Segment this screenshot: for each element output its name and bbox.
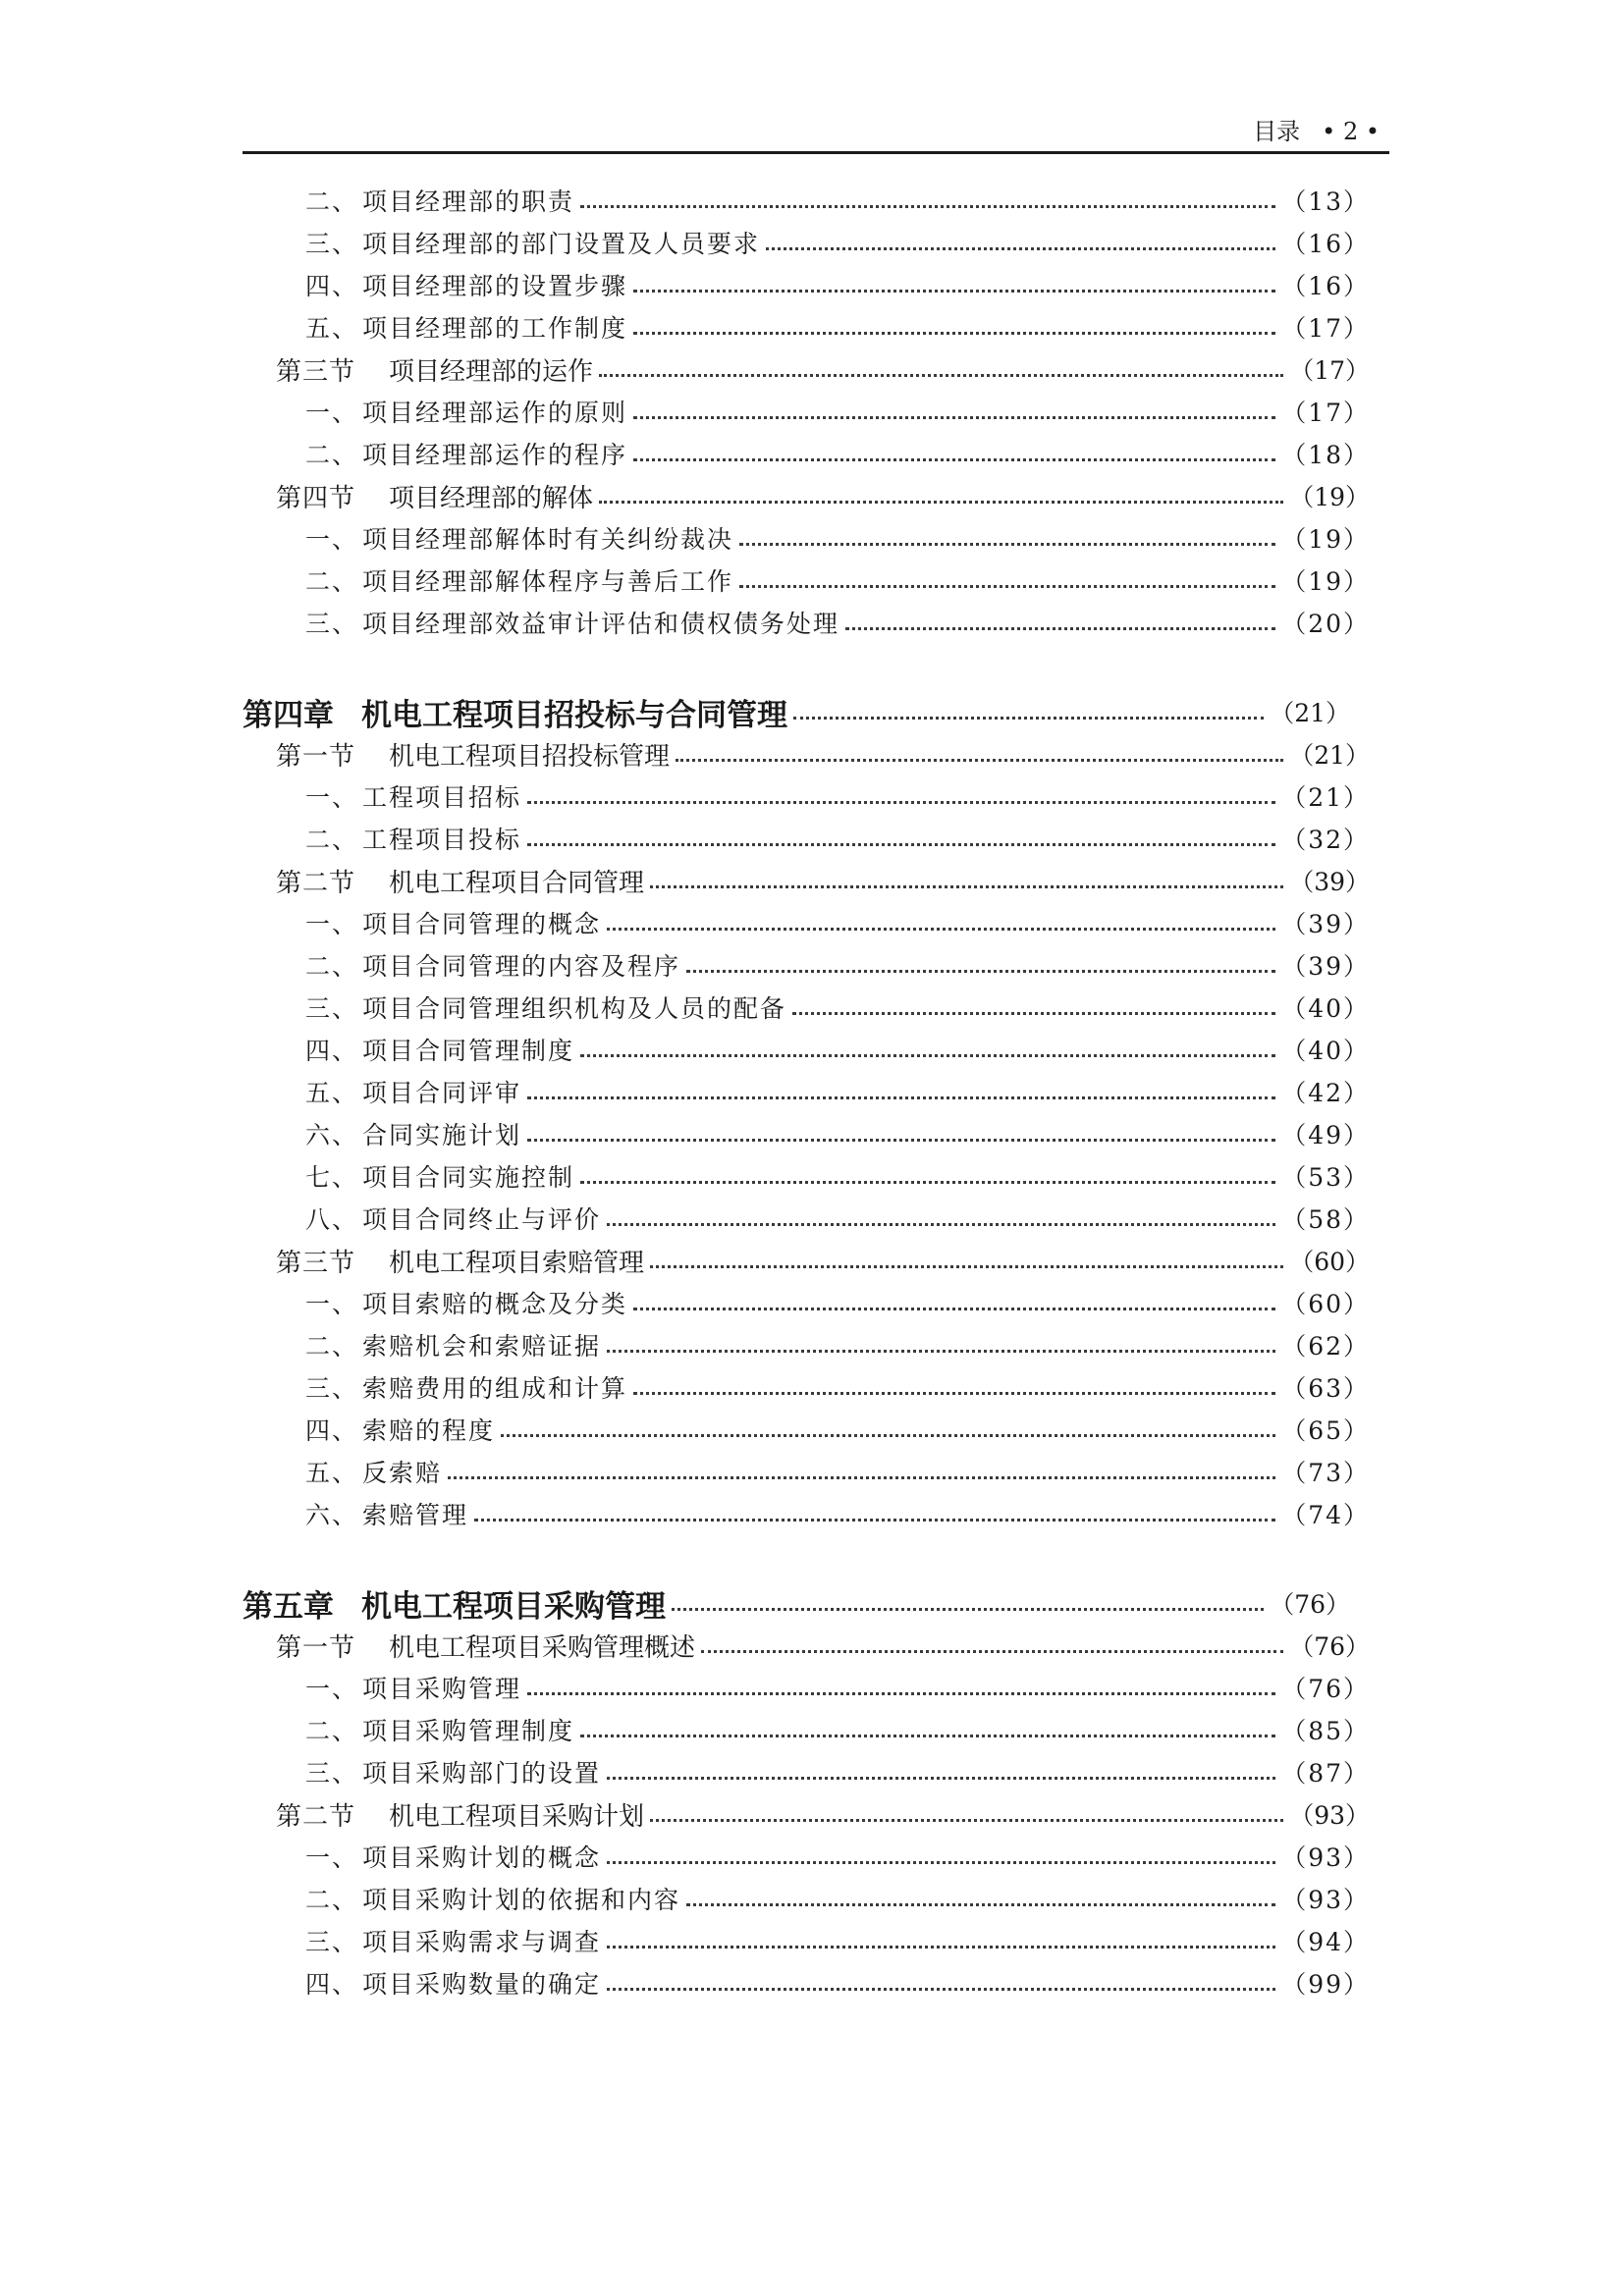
toc-label	[276, 736, 670, 773]
toc-page-number: （18）	[1281, 441, 1370, 469]
toc-entry-item[interactable]	[305, 434, 1370, 473]
toc-marker: 一、	[305, 1675, 359, 1703]
toc-title: 项目合同管理的内容及程序	[362, 952, 681, 981]
toc-marker: 一、	[305, 910, 359, 938]
toc-dot-leader	[650, 885, 1283, 888]
toc-title: 项目采购需求与调查	[362, 1928, 602, 1956]
toc-marker: 第三节	[276, 1248, 356, 1278]
toc-title: 项目经理部的设置步骤	[362, 272, 628, 300]
toc-marker: 第四节	[276, 483, 356, 513]
toc-marker: 三、	[305, 1374, 359, 1403]
toc-title: 项目合同评审	[362, 1079, 522, 1107]
toc-page-number: （73）	[1281, 1459, 1370, 1487]
toc-label	[305, 1032, 574, 1067]
toc-title: 项目采购管理	[362, 1675, 522, 1703]
toc-dot-leader	[607, 928, 1275, 931]
toc-entry-item[interactable]	[305, 1367, 1370, 1407]
toc-marker: 四、	[305, 1970, 359, 1999]
toc-page-number: （76）	[1289, 1632, 1370, 1661]
toc-page-number: （39）	[1281, 910, 1370, 938]
toc-page-number: （65）	[1281, 1416, 1370, 1445]
toc-entry-item[interactable]	[305, 1283, 1370, 1322]
toc-dot-leader	[607, 1861, 1275, 1864]
toc-label	[305, 1712, 574, 1747]
toc-label	[305, 183, 574, 218]
toc-page-number: （63）	[1281, 1374, 1370, 1403]
toc-title: 项目采购部门的设置	[362, 1759, 602, 1788]
toc-dot-leader	[686, 970, 1275, 973]
toc-entry-item[interactable]	[305, 903, 1370, 942]
toc-label	[305, 1327, 601, 1362]
toc-dot-leader	[527, 801, 1275, 804]
toc-label	[305, 1670, 521, 1705]
toc-marker: 第一节	[276, 741, 356, 772]
toc-page-number: （93）	[1289, 1801, 1370, 1830]
toc-dot-leader	[607, 1988, 1275, 1991]
toc-entry-section[interactable]	[276, 1626, 1370, 1665]
toc-marker: 五、	[305, 314, 359, 343]
toc-dot-leader	[527, 843, 1275, 846]
toc-page-number: （76）	[1281, 1675, 1370, 1703]
toc-title: 项目合同管理制度	[362, 1037, 575, 1065]
toc-label	[243, 690, 787, 734]
toc-page-number: （74）	[1281, 1501, 1370, 1529]
toc-dot-leader	[607, 1223, 1275, 1226]
toc-label	[305, 1454, 442, 1489]
toc-page-number: （99）	[1281, 1970, 1370, 1999]
toc-title: 项目采购计划的依据和内容	[362, 1886, 681, 1914]
toc-label	[305, 1201, 601, 1236]
toc-label	[305, 605, 839, 640]
toc-label	[305, 778, 521, 814]
toc-marker: 第三节	[276, 356, 356, 387]
toc-title: 机电工程项目招投标管理	[389, 741, 671, 772]
toc-title: 机电工程项目采购计划	[389, 1801, 645, 1832]
toc-label	[305, 1158, 574, 1194]
toc-title: 项目经理部解体时有关纠纷裁决	[362, 525, 734, 554]
toc-dot-leader	[739, 585, 1275, 588]
toc-entry-item[interactable]	[305, 1837, 1370, 1876]
toc-dot-leader	[701, 1650, 1283, 1653]
toc-title: 机电工程项目合同管理	[389, 868, 645, 898]
toc-title: 项目经理部的运作	[389, 356, 594, 387]
toc-title: 项目采购计划的概念	[362, 1843, 602, 1872]
toc-label	[305, 947, 680, 983]
toc-page-number: （93）	[1281, 1843, 1370, 1872]
toc-page-number: （76）	[1270, 1590, 1350, 1619]
toc-dot-leader	[607, 1350, 1275, 1353]
toc-marker: 七、	[305, 1163, 359, 1192]
toc-page-number: （60）	[1289, 1248, 1370, 1276]
toc-entry-chapter[interactable]	[243, 692, 1350, 731]
toc-dot-leader	[633, 1392, 1275, 1395]
toc-title: 合同实施计划	[362, 1121, 522, 1149]
toc-entry-section[interactable]	[276, 861, 1370, 900]
toc-entry-item[interactable]	[305, 1410, 1370, 1449]
toc-label	[276, 1796, 644, 1833]
toc-title: 项目经理部效益审计评估和债权债务处理	[362, 610, 840, 638]
toc-label	[305, 520, 733, 556]
toc-entry-item[interactable]	[305, 1710, 1370, 1749]
toc-entry-item[interactable]	[305, 1199, 1370, 1238]
toc-label	[305, 905, 601, 940]
toc-page-number: （60）	[1281, 1290, 1370, 1318]
toc-dot-leader	[633, 416, 1275, 419]
toc-title: 机电工程项目招投标与合同管理	[361, 697, 787, 733]
toc-dot-leader	[580, 1054, 1275, 1057]
toc-label	[305, 562, 733, 598]
toc-page-number: （94）	[1281, 1928, 1370, 1956]
toc-label	[305, 1116, 521, 1151]
toc-label	[305, 436, 627, 471]
toc-label	[276, 351, 593, 388]
toc-title: 项目采购管理制度	[362, 1717, 575, 1745]
toc-page-number: （21）	[1281, 783, 1370, 812]
toc-title: 项目经理部的工作制度	[362, 314, 628, 343]
toc-label	[305, 1285, 627, 1320]
toc-label	[305, 394, 627, 429]
toc-entry-item[interactable]	[305, 1668, 1370, 1707]
toc-marker: 五、	[305, 1079, 359, 1107]
toc-entry-item[interactable]	[305, 776, 1370, 816]
toc-marker: 第一节	[276, 1632, 356, 1663]
toc-title: 工程项目招标	[362, 783, 522, 812]
toc-marker: 六、	[305, 1501, 359, 1529]
toc-label	[305, 225, 760, 260]
toc-entry-item[interactable]	[305, 181, 1370, 220]
toc-title: 项目索赔的概念及分类	[362, 1290, 628, 1318]
toc-dot-leader	[580, 1181, 1275, 1184]
toc-page-number: （58）	[1281, 1205, 1370, 1234]
toc-dot-leader	[501, 1434, 1275, 1437]
toc-title: 项目经理部的职责	[362, 187, 575, 216]
table-of-contents	[243, 0, 1370, 2296]
toc-page-number: （21）	[1289, 741, 1370, 770]
toc-marker: 一、	[305, 783, 359, 812]
toc-page-number: （19）	[1281, 525, 1370, 554]
toc-entry-section[interactable]	[276, 1241, 1370, 1280]
toc-page-number: （42）	[1281, 1079, 1370, 1107]
toc-label	[305, 1074, 521, 1109]
toc-dot-leader	[686, 1903, 1275, 1906]
toc-label	[305, 989, 786, 1025]
toc-marker: 三、	[305, 230, 359, 258]
toc-marker: 一、	[305, 1843, 359, 1872]
toc-title: 项目合同管理组织机构及人员的配备	[362, 994, 787, 1023]
toc-marker: 一、	[305, 399, 359, 427]
toc-page-number: （17）	[1289, 356, 1370, 385]
toc-title: 项目经理部的部门设置及人员要求	[362, 230, 761, 258]
toc-page-number: （93）	[1281, 1886, 1370, 1914]
toc-marker: 三、	[305, 610, 359, 638]
toc-page-number: （16）	[1281, 272, 1370, 300]
toc-label	[243, 1581, 666, 1626]
toc-page-number: （39）	[1281, 952, 1370, 981]
toc-entry-section[interactable]	[276, 734, 1370, 774]
toc-page-number: （17）	[1281, 399, 1370, 427]
toc-entry-section[interactable]	[276, 349, 1370, 389]
toc-dot-leader	[766, 247, 1275, 250]
header-title: 目录	[1253, 118, 1301, 145]
toc-label	[305, 1496, 468, 1531]
toc-dot-leader	[633, 1308, 1275, 1310]
toc-page-number: （40）	[1281, 994, 1370, 1023]
toc-marker: 第五章	[243, 1588, 334, 1625]
toc-page-number: （21）	[1270, 699, 1350, 727]
toc-label	[276, 1628, 695, 1664]
toc-page-number: （39）	[1289, 868, 1370, 896]
toc-label	[276, 478, 593, 514]
toc-entry-item[interactable]	[305, 1072, 1370, 1111]
toc-entry-item[interactable]	[305, 1325, 1370, 1364]
toc-label	[305, 309, 627, 345]
toc-dot-leader	[792, 1012, 1275, 1015]
toc-dot-leader	[527, 1096, 1275, 1099]
toc-marker: 二、	[305, 1717, 359, 1745]
toc-page-number: （19）	[1281, 567, 1370, 596]
toc-marker: 第四章	[243, 697, 334, 733]
toc-page-number: （16）	[1281, 230, 1370, 258]
toc-title: 项目合同管理的概念	[362, 910, 602, 938]
toc-entry-section[interactable]	[276, 1794, 1370, 1834]
toc-entry-item[interactable]	[305, 603, 1370, 642]
toc-title: 机电工程项目采购管理	[361, 1588, 666, 1625]
toc-entry-item[interactable]	[305, 307, 1370, 347]
toc-title: 项目合同终止与评价	[362, 1205, 602, 1234]
toc-dot-leader	[580, 205, 1275, 208]
toc-entry-chapter[interactable]	[243, 1583, 1350, 1623]
toc-dot-leader	[633, 458, 1275, 461]
toc-dot-leader	[448, 1476, 1275, 1479]
toc-page-number: （62）	[1281, 1332, 1370, 1361]
toc-entry-item[interactable]	[305, 819, 1370, 858]
toc-title: 索赔的程度	[362, 1416, 496, 1445]
toc-label	[305, 1839, 601, 1874]
toc-entry-item[interactable]	[305, 561, 1370, 600]
toc-dot-leader	[599, 374, 1283, 377]
toc-title: 索赔费用的组成和计算	[362, 1374, 628, 1403]
toc-page-number: （32）	[1281, 826, 1370, 854]
toc-page-number: （87）	[1281, 1759, 1370, 1788]
toc-dot-leader	[527, 1692, 1275, 1695]
toc-dot-leader	[607, 1777, 1275, 1780]
toc-title: 项目经理部解体程序与善后工作	[362, 567, 734, 596]
toc-label	[305, 1923, 601, 1958]
toc-title: 工程项目投标	[362, 826, 522, 854]
toc-title: 机电工程项目索赔管理	[389, 1248, 645, 1278]
toc-title: 项目合同实施控制	[362, 1163, 575, 1192]
toc-label	[305, 821, 521, 856]
toc-title: 项目经理部的解体	[389, 483, 594, 513]
toc-page-number: （17）	[1281, 314, 1370, 343]
toc-entry-item[interactable]	[305, 1030, 1370, 1069]
toc-entry-section[interactable]	[276, 476, 1370, 515]
toc-entry-item[interactable]	[305, 1963, 1370, 2002]
toc-marker: 八、	[305, 1205, 359, 1234]
toc-label	[305, 1412, 495, 1447]
toc-dot-leader	[580, 1735, 1275, 1737]
toc-marker: 一、	[305, 1290, 359, 1318]
toc-label	[276, 1243, 644, 1279]
toc-entry-item[interactable]	[305, 1452, 1370, 1491]
toc-entry-item[interactable]	[305, 1156, 1370, 1196]
toc-marker: 三、	[305, 994, 359, 1023]
toc-dot-leader	[650, 1819, 1283, 1822]
toc-label	[305, 1881, 680, 1916]
toc-entry-item[interactable]	[305, 223, 1370, 262]
toc-dot-leader	[650, 1265, 1283, 1268]
toc-marker: 三、	[305, 1928, 359, 1956]
toc-dot-leader	[739, 543, 1275, 546]
toc-title: 索赔管理	[362, 1501, 469, 1529]
toc-marker: 四、	[305, 1037, 359, 1065]
toc-dot-leader	[676, 759, 1283, 762]
toc-title: 项目经理部运作的原则	[362, 399, 628, 427]
toc-marker: 二、	[305, 952, 359, 981]
toc-page-number: （19）	[1289, 483, 1370, 511]
toc-marker: 二、	[305, 1332, 359, 1361]
toc-page-number: （13）	[1281, 187, 1370, 216]
toc-marker: 三、	[305, 1759, 359, 1788]
toc-dot-leader	[607, 1946, 1275, 1949]
toc-entry-item[interactable]	[305, 1752, 1370, 1791]
toc-entry-item[interactable]	[305, 518, 1370, 558]
toc-marker: 二、	[305, 567, 359, 596]
toc-marker: 第二节	[276, 868, 356, 898]
toc-dot-leader	[633, 290, 1275, 293]
toc-entry-item[interactable]	[305, 392, 1370, 431]
toc-entry-item[interactable]	[305, 988, 1370, 1027]
toc-label	[276, 863, 644, 899]
toc-label	[305, 1369, 627, 1405]
toc-page-number: （40）	[1281, 1037, 1370, 1065]
toc-label	[305, 1965, 601, 2001]
toc-entry-item[interactable]	[305, 1921, 1370, 1960]
toc-marker: 一、	[305, 525, 359, 554]
toc-marker: 四、	[305, 1416, 359, 1445]
toc-dot-leader	[474, 1519, 1275, 1522]
toc-dot-leader	[527, 1139, 1275, 1142]
toc-page-number: （85）	[1281, 1717, 1370, 1745]
toc-dot-leader	[633, 332, 1275, 335]
toc-title: 反索赔	[362, 1459, 443, 1487]
toc-entry-item[interactable]	[305, 265, 1370, 304]
toc-entry-item[interactable]	[305, 945, 1370, 985]
toc-page-number: （49）	[1281, 1121, 1370, 1149]
toc-marker: 二、	[305, 1886, 359, 1914]
toc-marker: 二、	[305, 826, 359, 854]
toc-dot-leader	[793, 717, 1264, 720]
toc-marker: 五、	[305, 1459, 359, 1487]
toc-title: 项目采购数量的确定	[362, 1970, 602, 1999]
toc-entry-item[interactable]	[305, 1879, 1370, 1918]
toc-dot-leader	[599, 501, 1283, 504]
toc-entry-item[interactable]	[305, 1114, 1370, 1153]
toc-entry-item[interactable]	[305, 1494, 1370, 1533]
toc-marker: 二、	[305, 441, 359, 469]
toc-marker: 六、	[305, 1121, 359, 1149]
toc-label	[305, 267, 627, 302]
toc-title: 项目经理部运作的程序	[362, 441, 628, 469]
toc-marker: 第二节	[276, 1801, 356, 1832]
toc-dot-leader	[845, 627, 1275, 630]
toc-title: 索赔机会和索赔证据	[362, 1332, 602, 1361]
header-page-number: • 2 •	[1322, 118, 1380, 145]
toc-page-number: （53）	[1281, 1163, 1370, 1192]
toc-label	[305, 1754, 601, 1789]
toc-dot-leader	[672, 1608, 1264, 1611]
toc-marker: 二、	[305, 187, 359, 216]
toc-title: 机电工程项目采购管理概述	[389, 1632, 696, 1663]
toc-marker: 四、	[305, 272, 359, 300]
toc-page-number: （20）	[1281, 610, 1370, 638]
